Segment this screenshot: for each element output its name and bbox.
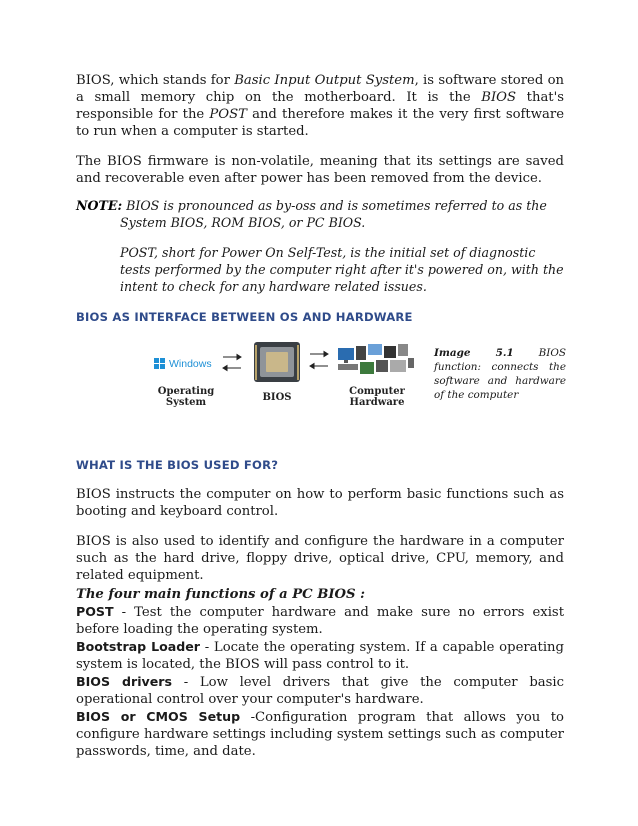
section-heading-interface: BIOS AS INTERFACE BETWEEN OS AND HARDWARE bbox=[76, 310, 413, 324]
functions-title: The four main functions of a PC BIOS : bbox=[76, 587, 366, 602]
bios-intro-paragraph: BIOS, which stands for Basic Input Output System, is software stored on a small memory chip on the motherboard. It is the BIOS that's responsible for the POST and therefore makes it the very first software to run when a computer is started. bbox=[76, 73, 564, 139]
uses-body bbox=[76, 486, 564, 597]
functions-list bbox=[76, 603, 564, 760]
caption-text: BIOS function: connects the software and hardware of the computer bbox=[434, 347, 566, 401]
arrows-os-bios-icon bbox=[223, 355, 241, 371]
label-hardware: Hardware bbox=[349, 397, 405, 408]
caption-label: Image 5.1 bbox=[434, 347, 514, 359]
page bbox=[76, 72, 566, 759]
label-bios: BIOS bbox=[262, 392, 292, 403]
uses-paragraph-2: BIOS is also used to identify and configure the hardware in a computer such as the hard drive, floppy drive, optical drive, CPU, memory, and related equipment. bbox=[76, 534, 564, 583]
function-item: BIOS or CMOS Setup -Configuration program that allows you to configure hardware settings including system settings such as computer passwords, time, and date. bbox=[76, 709, 564, 759]
function-item: POST - Test the computer hardware and make sure no errors exist before loading the operating system. bbox=[76, 604, 564, 637]
bios-diagram bbox=[152, 342, 432, 412]
note-line-2: POST, short for Power On Self-Test, is the initial set of diagnostic tests performed by the computer right after it's powered on, with the intent to check for any hardware related issues. bbox=[120, 245, 564, 294]
image-caption bbox=[434, 346, 566, 402]
note-label: NOTE: bbox=[76, 198, 123, 213]
label-computer: Computer bbox=[349, 386, 405, 397]
firmware-paragraph: The BIOS firmware is non-volatile, meaning that its settings are saved and recoverable even after power has been removed from the device. bbox=[76, 154, 564, 186]
windows-text: Windows bbox=[169, 358, 212, 370]
arrows-bios-hardware-icon bbox=[310, 352, 328, 369]
uses-paragraph-1: BIOS instructs the computer on how to perform basic functions such as booting and keyboard control. bbox=[76, 487, 564, 519]
label-system: System bbox=[165, 397, 207, 408]
windows-logo-icon bbox=[154, 358, 165, 369]
diagram-svg bbox=[152, 342, 432, 412]
function-item: Bootstrap Loader - Locate the operating system. If a capable operating system is located, the BIOS will pass control to it. bbox=[76, 639, 564, 672]
note-block bbox=[76, 197, 564, 295]
note-line-1: NOTE: BIOS is pronounced as by-oss and is sometimes referred to as the System BIOS, ROM BIOS, or PC BIOS. bbox=[76, 198, 547, 230]
hardware-icon bbox=[338, 344, 414, 374]
section-heading-what: WHAT IS THE BIOS USED FOR? bbox=[76, 458, 279, 472]
bios-chip-icon bbox=[254, 342, 300, 382]
function-item: BIOS drivers - Low level drivers that give the computer basic operational control over your computer's hardware. bbox=[76, 674, 564, 707]
label-operating: Operating bbox=[157, 386, 215, 397]
